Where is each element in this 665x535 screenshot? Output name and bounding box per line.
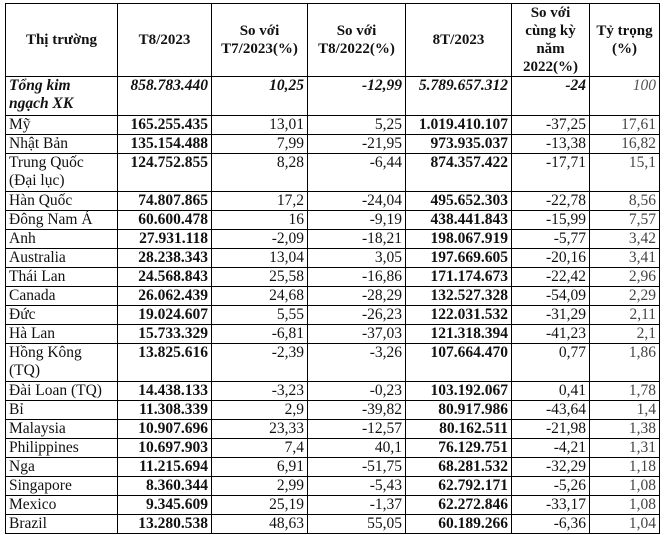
cell-market: Singapore: [6, 477, 118, 496]
cell-market: Bỉ: [6, 401, 118, 420]
cell-market: Thái Lan: [6, 268, 118, 287]
cell-share: 3,42: [590, 230, 660, 249]
cell-vs-t8-2022: -18,21: [308, 230, 406, 249]
cell-market: Mexico: [6, 496, 118, 515]
cell-vs-t8-2022: 5,25: [308, 116, 406, 135]
cell-vs-t7-2023: 23,33: [212, 420, 308, 439]
cell-vs-t7-2023: 48,63: [212, 515, 308, 534]
cell-market: Hồng Kông (TQ): [6, 344, 118, 382]
cell-vs-t8-2022: -1,37: [308, 496, 406, 515]
cell-vs-t7-2023: 7,4: [212, 439, 308, 458]
cell-8t-2023: 171.174.673: [406, 268, 512, 287]
cell-vs-same-period-2022: -4,21: [512, 439, 590, 458]
total-vs-same-period-2022: -24: [512, 77, 590, 116]
cell-vs-same-period-2022: -21,98: [512, 420, 590, 439]
cell-vs-same-period-2022: -20,16: [512, 249, 590, 268]
table-row: [6, 230, 660, 249]
cell-t8-2023: 9.345.609: [118, 496, 212, 515]
total-vs-t7-2023: 10,25: [212, 77, 308, 116]
table-row: [6, 325, 660, 344]
cell-t8-2023: 135.154.488: [118, 135, 212, 154]
cell-8t-2023: 103.192.067: [406, 382, 512, 401]
cell-t8-2023: 8.360.344: [118, 477, 212, 496]
cell-market: Philippines: [6, 439, 118, 458]
cell-vs-same-period-2022: -5,77: [512, 230, 590, 249]
cell-market: Anh: [6, 230, 118, 249]
cell-vs-same-period-2022: -43,64: [512, 401, 590, 420]
cell-8t-2023: 62.792.171: [406, 477, 512, 496]
export-market-table: [5, 3, 660, 534]
cell-market: Malaysia: [6, 420, 118, 439]
cell-market: Hàn Quốc: [6, 192, 118, 211]
cell-vs-t8-2022: -12,57: [308, 420, 406, 439]
cell-share: 1,31: [590, 439, 660, 458]
cell-vs-t8-2022: 55,05: [308, 515, 406, 534]
header-vs-same-period-2022: So với cùng kỳ năm 2022(%): [512, 4, 590, 77]
total-row: [6, 77, 660, 116]
cell-share: 1,38: [590, 420, 660, 439]
cell-share: 2,1: [590, 325, 660, 344]
header-vs-t7-2023: So với T7/2023(%): [212, 4, 308, 77]
cell-vs-t8-2022: -16,86: [308, 268, 406, 287]
cell-vs-same-period-2022: -15,99: [512, 211, 590, 230]
cell-vs-t7-2023: 13,01: [212, 116, 308, 135]
cell-share: 7,57: [590, 211, 660, 230]
header-row: [6, 4, 660, 77]
cell-vs-same-period-2022: -31,29: [512, 306, 590, 325]
cell-vs-same-period-2022: -6,36: [512, 515, 590, 534]
cell-vs-t8-2022: -37,03: [308, 325, 406, 344]
cell-vs-same-period-2022: -17,71: [512, 154, 590, 192]
cell-vs-same-period-2022: -41,23: [512, 325, 590, 344]
total-vs-t8-2022: -12,99: [308, 77, 406, 116]
cell-t8-2023: 11.215.694: [118, 458, 212, 477]
cell-8t-2023: 122.031.532: [406, 306, 512, 325]
cell-8t-2023: 62.272.846: [406, 496, 512, 515]
header-share: Tỷ trọng (%): [590, 4, 660, 77]
cell-t8-2023: 60.600.478: [118, 211, 212, 230]
total-share: 100: [590, 77, 660, 116]
cell-8t-2023: 198.067.919: [406, 230, 512, 249]
cell-share: 2,11: [590, 306, 660, 325]
cell-t8-2023: 14.438.133: [118, 382, 212, 401]
cell-t8-2023: 165.255.435: [118, 116, 212, 135]
table-row: [6, 154, 660, 192]
cell-vs-t8-2022: -26,23: [308, 306, 406, 325]
cell-market: Nga: [6, 458, 118, 477]
cell-t8-2023: 10.697.903: [118, 439, 212, 458]
cell-share: 15,1: [590, 154, 660, 192]
total-t8-2023: 858.783.440: [118, 77, 212, 116]
cell-vs-t8-2022: -28,29: [308, 287, 406, 306]
cell-market: Australia: [6, 249, 118, 268]
cell-market: Nhật Bản: [6, 135, 118, 154]
cell-vs-t7-2023: 13,04: [212, 249, 308, 268]
header-t8-2023: T8/2023: [118, 4, 212, 77]
cell-vs-t8-2022: -24,04: [308, 192, 406, 211]
cell-8t-2023: 107.664.470: [406, 344, 512, 382]
cell-share: 1,78: [590, 382, 660, 401]
cell-vs-t8-2022: -39,82: [308, 401, 406, 420]
cell-share: 2,96: [590, 268, 660, 287]
table-row: [6, 401, 660, 420]
table-row: [6, 439, 660, 458]
cell-8t-2023: 495.652.303: [406, 192, 512, 211]
cell-t8-2023: 26.062.439: [118, 287, 212, 306]
total-market: Tổng kim ngạch XK: [6, 77, 118, 116]
cell-share: 8,56: [590, 192, 660, 211]
cell-share: 1,86: [590, 344, 660, 382]
table-row: [6, 116, 660, 135]
cell-t8-2023: 28.238.343: [118, 249, 212, 268]
cell-share: 1,08: [590, 496, 660, 515]
cell-vs-t7-2023: 16: [212, 211, 308, 230]
cell-market: Hà Lan: [6, 325, 118, 344]
cell-vs-same-period-2022: -13,38: [512, 135, 590, 154]
cell-8t-2023: 80.162.511: [406, 420, 512, 439]
table-row: [6, 192, 660, 211]
cell-8t-2023: 132.527.328: [406, 287, 512, 306]
cell-t8-2023: 11.308.339: [118, 401, 212, 420]
cell-vs-t8-2022: 3,05: [308, 249, 406, 268]
table-row: [6, 287, 660, 306]
cell-market: Mỹ: [6, 116, 118, 135]
cell-market: Trung Quốc (Đại lục): [6, 154, 118, 192]
table-row: [6, 268, 660, 287]
cell-t8-2023: 24.568.843: [118, 268, 212, 287]
cell-market: Brazil: [6, 515, 118, 534]
cell-vs-t8-2022: -51,75: [308, 458, 406, 477]
cell-vs-t7-2023: 5,55: [212, 306, 308, 325]
cell-8t-2023: 121.318.394: [406, 325, 512, 344]
total-8t-2023: 5.789.657.312: [406, 77, 512, 116]
cell-vs-same-period-2022: -22,78: [512, 192, 590, 211]
table-row: [6, 249, 660, 268]
cell-market: Canada: [6, 287, 118, 306]
cell-8t-2023: 68.281.532: [406, 458, 512, 477]
cell-8t-2023: 973.935.037: [406, 135, 512, 154]
table-row: [6, 306, 660, 325]
cell-market: Đông Nam Á: [6, 211, 118, 230]
cell-vs-t8-2022: -21,95: [308, 135, 406, 154]
cell-vs-t7-2023: 24,68: [212, 287, 308, 306]
table-row: [6, 496, 660, 515]
cell-vs-t8-2022: -6,44: [308, 154, 406, 192]
cell-share: 1,04: [590, 515, 660, 534]
table-row: [6, 135, 660, 154]
cell-vs-same-period-2022: -54,09: [512, 287, 590, 306]
cell-vs-same-period-2022: -37,25: [512, 116, 590, 135]
cell-8t-2023: 438.441.843: [406, 211, 512, 230]
cell-share: 2,29: [590, 287, 660, 306]
table-row: [6, 382, 660, 401]
cell-8t-2023: 80.917.986: [406, 401, 512, 420]
cell-share: 3,41: [590, 249, 660, 268]
table-row: [6, 211, 660, 230]
cell-t8-2023: 19.024.607: [118, 306, 212, 325]
table-row: [6, 344, 660, 382]
cell-vs-t8-2022: -9,19: [308, 211, 406, 230]
cell-vs-t7-2023: 25,19: [212, 496, 308, 515]
cell-share: 17,61: [590, 116, 660, 135]
header-8t-2023: 8T/2023: [406, 4, 512, 77]
cell-vs-t8-2022: -0,23: [308, 382, 406, 401]
cell-share: 1,08: [590, 477, 660, 496]
cell-vs-same-period-2022: -22,42: [512, 268, 590, 287]
cell-t8-2023: 74.807.865: [118, 192, 212, 211]
table-row: [6, 420, 660, 439]
cell-vs-t7-2023: -3,23: [212, 382, 308, 401]
cell-8t-2023: 874.357.422: [406, 154, 512, 192]
cell-vs-same-period-2022: -5,26: [512, 477, 590, 496]
cell-share: 1,4: [590, 401, 660, 420]
cell-8t-2023: 1.019.410.107: [406, 116, 512, 135]
header-market: Thị trường: [6, 4, 118, 77]
cell-t8-2023: 15.733.329: [118, 325, 212, 344]
cell-vs-t7-2023: 6,91: [212, 458, 308, 477]
cell-vs-t8-2022: -5,43: [308, 477, 406, 496]
header-vs-t8-2022: So với T8/2022(%): [308, 4, 406, 77]
cell-t8-2023: 13.825.616: [118, 344, 212, 382]
table-row: [6, 477, 660, 496]
cell-vs-t7-2023: 17,2: [212, 192, 308, 211]
cell-8t-2023: 76.129.751: [406, 439, 512, 458]
table-row: [6, 515, 660, 534]
cell-market: Đài Loan (TQ): [6, 382, 118, 401]
cell-vs-t7-2023: -2,09: [212, 230, 308, 249]
cell-share: 1,18: [590, 458, 660, 477]
cell-vs-t7-2023: 2,99: [212, 477, 308, 496]
cell-vs-same-period-2022: 0,77: [512, 344, 590, 382]
cell-vs-same-period-2022: 0,41: [512, 382, 590, 401]
cell-vs-t7-2023: 2,9: [212, 401, 308, 420]
cell-vs-t7-2023: 8,28: [212, 154, 308, 192]
cell-t8-2023: 13.280.538: [118, 515, 212, 534]
cell-market: Đức: [6, 306, 118, 325]
cell-8t-2023: 60.189.266: [406, 515, 512, 534]
cell-share: 16,82: [590, 135, 660, 154]
cell-8t-2023: 197.669.605: [406, 249, 512, 268]
cell-t8-2023: 10.907.696: [118, 420, 212, 439]
cell-vs-t7-2023: -2,39: [212, 344, 308, 382]
table-row: [6, 458, 660, 477]
cell-vs-t7-2023: 25,58: [212, 268, 308, 287]
cell-vs-t7-2023: -6,81: [212, 325, 308, 344]
cell-vs-same-period-2022: -32,29: [512, 458, 590, 477]
cell-vs-t8-2022: 40,1: [308, 439, 406, 458]
cell-t8-2023: 27.931.118: [118, 230, 212, 249]
cell-vs-t8-2022: -3,26: [308, 344, 406, 382]
cell-t8-2023: 124.752.855: [118, 154, 212, 192]
cell-vs-same-period-2022: -33,17: [512, 496, 590, 515]
cell-vs-t7-2023: 7,99: [212, 135, 308, 154]
